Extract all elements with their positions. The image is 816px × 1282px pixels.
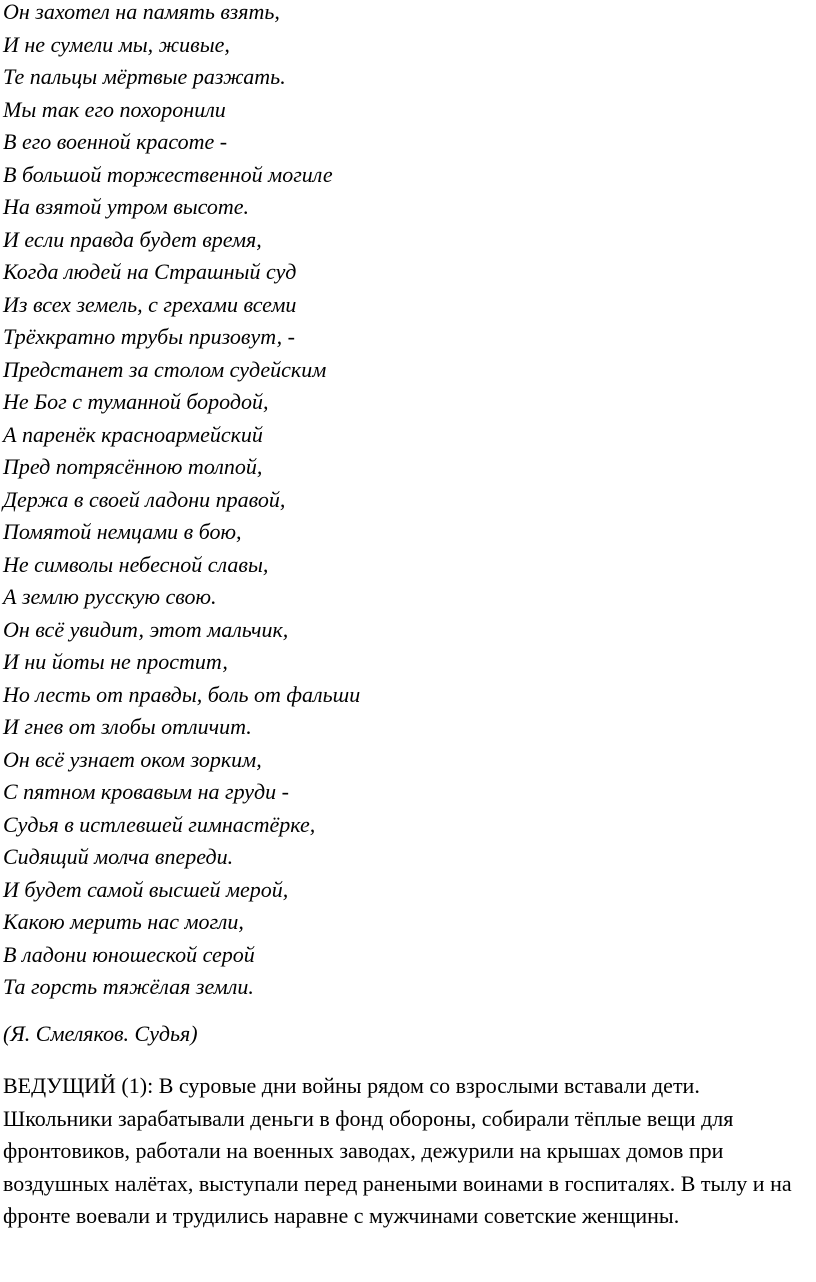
poem-line: Но лесть от правды, боль от фальши: [3, 681, 361, 707]
poem-line: Мы так его похоронили: [3, 96, 226, 122]
poem-line: И не сумели мы, живые,: [3, 31, 230, 57]
poem-line: Помятой немцами в бою,: [3, 519, 242, 544]
poem-line: Какою мерить нас могли,: [3, 909, 244, 934]
poem-line: Он захотел на память взять,: [3, 0, 280, 24]
poem-line: И если правда будет время,: [3, 226, 262, 252]
poem-line: На взятой утром высоте.: [3, 194, 250, 219]
poem-line: Держа в своей ладони правой,: [3, 486, 286, 512]
poem-line: В ладони юношеской серой: [3, 941, 255, 967]
poem-line: Он всё увидит, этот мальчик,: [3, 616, 289, 642]
poem-line: А паренёк красноармейский: [3, 421, 263, 447]
poem-line: Предстанет за столом судейским: [3, 356, 327, 382]
poem-line: Сидящий молча впереди.: [3, 844, 234, 869]
poem-line: Из всех земель, с грехами всеми: [3, 291, 297, 317]
poem-line: А землю русскую свою.: [3, 584, 217, 609]
poem-line: И будет самой высшей мерой,: [3, 876, 289, 902]
poem-line: В большой торжественной могиле: [3, 161, 333, 187]
poem-line: Та горсть тяжёлая земли.: [3, 974, 254, 999]
poem-line: Трёхкратно трубы призовут, -: [3, 324, 296, 349]
poem-line: Когда людей на Страшный суд: [3, 259, 297, 284]
poem-line: С пятном кровавым на груди -: [3, 779, 289, 804]
narration-paragraph: ВЕДУЩИЙ (1): В суровые дни войны рядом со взрослыми вставали дети. Школьники зарабатывали деньги в фонд обороны, собирали тёплые вещи для фронтовиков, работали на военных заводах, дежурили на крышах домов при воздушных налётах, выступали перед ранеными воинами в госпиталях. В тылу и на фронте воевали и трудились наравне с мужчинами советские женщины.: [3, 1073, 792, 1228]
poem-line: И ни йоты не простит,: [3, 649, 228, 674]
poem-line: Те пальцы мёртвые разжать.: [3, 64, 286, 89]
poem-line: Пред потрясённою толпой,: [3, 454, 263, 479]
poem-line: Он всё узнает оком зорким,: [3, 746, 262, 772]
poem-line: Не Бог с туманной бородой,: [3, 389, 269, 414]
poem-line: И гнев от злобы отличит.: [3, 714, 252, 739]
poem-stanza: [3, 0, 360, 1004]
poem-attribution: (Я. Смеляков. Судья): [3, 1021, 198, 1046]
poem-line: Не символы небесной славы,: [3, 551, 269, 577]
poem-line: Судья в истлевшей гимнастёрке,: [3, 811, 316, 837]
poem-line: В его военной красоте -: [3, 129, 228, 154]
